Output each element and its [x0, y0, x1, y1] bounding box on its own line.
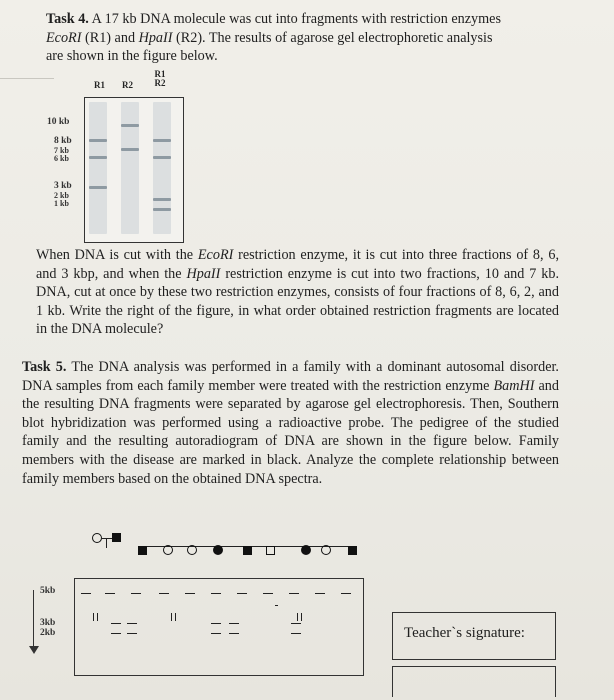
- signature-label: Teacher`s signature:: [404, 625, 525, 641]
- gel-band: [237, 593, 247, 594]
- pedigree-female-affected: [301, 545, 311, 555]
- gel1-size-label: 1 kb: [54, 199, 69, 208]
- task5-question: Task 5. The DNA analysis was performed in a family with a dominant autosomal disorder. DNA samples from each family member were treated with the restriction enzyme BamHI and the resulting DNA fragments were separated by agarose gel electrophoresis. Then, Southern blot hybridization was performed using a radioactive probe. The pedigree of the studied family and the resulting autoradiogram of DNA are shown in the figure below. Family members with the disease are marked in black. Analyze the complete relationship between family members based on the obtained DNA spectra.: [22, 359, 559, 487]
- gel2-size-label: 5kb: [40, 586, 56, 596]
- task4-intro: Task 4. A 17 kb DNA molecule was cut into fragments with restriction enzymes EcoRI (R1) and HpaII (R2). The results of agarose gel electrophoretic analysis are shown in the figure below.: [46, 11, 502, 65]
- pedigree-male-affected: [112, 533, 121, 542]
- pedigree-female-unaffected: [187, 545, 197, 555]
- gel1-lane-label: R2: [122, 80, 133, 90]
- gel-band: [89, 156, 107, 159]
- pedigree-female-unaffected: [163, 545, 173, 555]
- gel-band: [111, 633, 121, 634]
- gel-band: [211, 633, 221, 634]
- task4-question: When DNA is cut with the EcoRI restriction enzyme, it is cut into three fractions of 8, 6, and 3 kbp, and when the HpaII restriction enzyme is cut into two fractions, 10 and 7 kb. DNA, cut at once by these two restriction enzymes, consists of four fractions of 8, 6, 2, and 1 kb. Write the right of the figure, in what order obtained restriction fragments are located in the DNA molecule?: [36, 247, 559, 338]
- gel-band: [275, 605, 278, 606]
- gel-band: [121, 124, 139, 127]
- gel-band: [93, 613, 94, 621]
- gel-well: [121, 102, 139, 234]
- gel1-size-label: 3 kb: [54, 181, 72, 191]
- gel1-size-label: 8 kb: [54, 136, 72, 146]
- gel2-autoradiogram: [74, 578, 364, 676]
- pedigree-male-affected: [138, 546, 147, 555]
- gel-band: [211, 623, 221, 624]
- gel2-size-label: 3kb: [40, 618, 56, 628]
- gel-band: [291, 633, 301, 634]
- pedigree-male-unaffected: [266, 546, 275, 555]
- gel-well: [153, 102, 171, 234]
- gel1-size-label: 7 kb: [54, 146, 69, 155]
- pedigree-male-affected: [243, 546, 252, 555]
- migration-arrow: [33, 590, 34, 650]
- gel-band: [105, 593, 115, 594]
- gel-band: [81, 593, 91, 594]
- gel-band: [171, 613, 172, 621]
- gel1-figure: [84, 97, 184, 243]
- signature-area: [392, 666, 556, 697]
- gel-band: [229, 623, 239, 624]
- gel-band: [131, 593, 141, 594]
- gel-band: [97, 613, 98, 621]
- gel1-size-label: 10 kb: [47, 117, 70, 127]
- gel-band: [185, 593, 195, 594]
- gel1-lane-label: R1 R2: [154, 69, 166, 88]
- arrow-down-icon: [29, 646, 39, 654]
- gel2-size-label: 2kb: [40, 628, 56, 638]
- pedigree-male-affected: [348, 546, 357, 555]
- gel-band: [291, 623, 301, 624]
- gel1-size-label: 2 kb: [54, 191, 69, 200]
- gel-band: [211, 593, 221, 594]
- pedigree-female-unaffected: [321, 545, 331, 555]
- gel-band: [159, 593, 169, 594]
- gel-band: [301, 613, 302, 621]
- gel-band: [175, 613, 176, 621]
- pedigree-female-unaffected: [92, 533, 102, 543]
- gel-band: [89, 139, 107, 142]
- gel-band: [341, 593, 351, 594]
- gel-band: [127, 633, 137, 634]
- task5-label: Task 5.: [22, 359, 67, 375]
- gel-band: [111, 623, 121, 624]
- gel-band: [229, 633, 239, 634]
- gel-band: [89, 186, 107, 189]
- gel1-size-label: 6 kb: [54, 154, 69, 163]
- gel-band: [289, 593, 299, 594]
- margin-rule: [0, 78, 54, 79]
- gel-band: [153, 198, 171, 201]
- task4-label: Task 4.: [46, 11, 89, 27]
- gel-well: [89, 102, 107, 234]
- gel1-lane-label: R1: [94, 80, 105, 90]
- gel-band: [153, 156, 171, 159]
- pedigree-female-affected: [213, 545, 223, 555]
- gel-band: [263, 593, 273, 594]
- gel-band: [315, 593, 325, 594]
- gel-band: [127, 623, 137, 624]
- pedigree-descent-line: [106, 538, 107, 548]
- gel-band: [153, 139, 171, 142]
- gel-band: [153, 208, 171, 211]
- gel-band: [121, 148, 139, 151]
- gel-band: [297, 613, 298, 621]
